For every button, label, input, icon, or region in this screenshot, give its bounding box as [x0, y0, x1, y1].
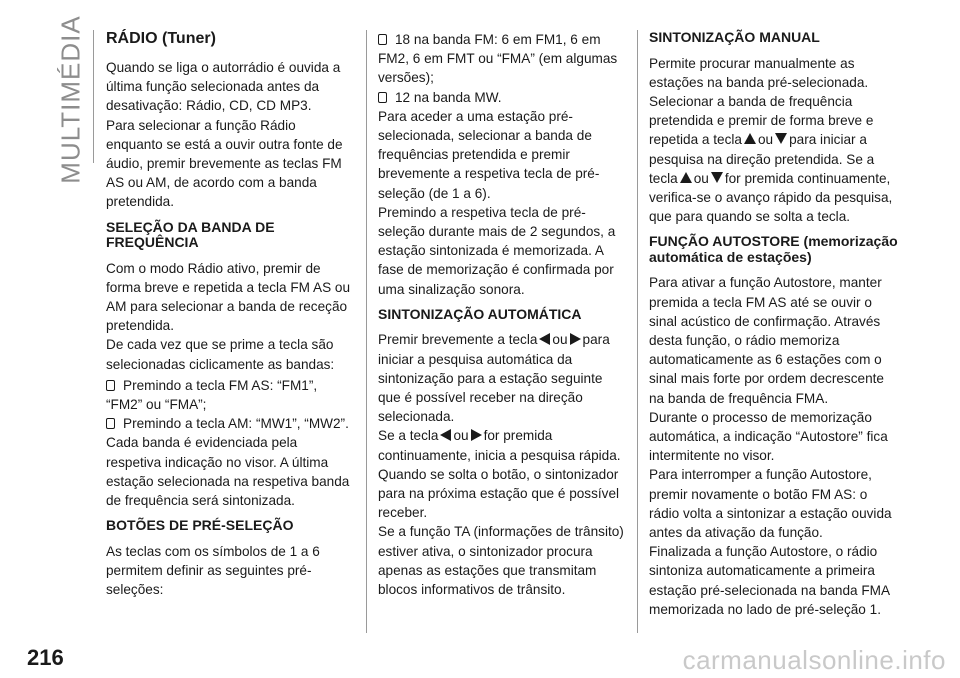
paragraph: [106, 58, 356, 212]
checkbox-bullet-icon: [106, 418, 115, 429]
checkbox-bullet-icon: [378, 92, 387, 103]
paragraph: [106, 433, 356, 510]
section-title-radio: RÁDIO (Tuner): [106, 30, 216, 47]
bullet-item: [106, 414, 356, 433]
arrow-up-icon: [680, 172, 692, 183]
paragraph: [649, 273, 899, 619]
bullet-text: 18 na banda FM: 6 em FM1, 6 em FM2, 6 em FMT ou “FMA” (em algumas versões);: [378, 32, 618, 86]
page-number: 216: [27, 645, 64, 670]
text: para iniciar a pesquisa automática da sintonização para a estação seguinte que é possível receber na direção selecionada.: [378, 332, 610, 425]
column-3: [649, 30, 899, 627]
checkbox-bullet-icon: [106, 380, 115, 391]
arrow-down-icon: [775, 133, 787, 144]
text: ou: [552, 332, 568, 348]
text: para iniciar a pesquisa na direção pretendida. Se a tecla: [649, 132, 875, 186]
text: Cada banda é evidenciada pela respetiva indicação no visor. A última estação selecionada na respetiva banda de frequência será sintonizada.: [106, 435, 350, 509]
paragraph: [378, 330, 628, 599]
text: ou: [453, 428, 469, 444]
text: Premindo a respetiva tecla de pré-seleção durante mais de 2 segundos, a estação sintonizada é memorizada. A fase de memorização é confirmada por uma sinalização sonora.: [378, 204, 616, 297]
text: Permite procurar manualmente as estações na banda pré-selecionada. Selecionar a banda de frequência pretendida e premir de forma breve e repetida a tecla: [649, 55, 874, 148]
text: for premida continuamente, verifica-se o avanço rápido da pesquisa, que para quando se solta a tecla.: [649, 170, 893, 225]
arrow-left-icon: [440, 429, 451, 441]
section-tab: [52, 14, 90, 184]
heading-autostore: FUNÇÃO AUTOSTORE (memorização automática de estações): [649, 233, 898, 265]
text: for premida continuamente, inicia a pesquisa rápida. Quando se solta o botão, o sintonizador para na próxima estação que é possível receber.: [378, 428, 621, 521]
text: Para ativar a função Autostore, manter premida a tecla FM AS até se ouvir o sinal acústico de confirmação. Através desta função, o rádio memoriza automaticamente as 6 estações com o sinal mais forte por ordem decrescente na banda de frequência FMA.: [649, 275, 884, 406]
paragraph: [649, 54, 899, 227]
checkbox-bullet-icon: [378, 34, 387, 45]
text: Para selecionar a função Rádio enquanto se está a ouvir outra fonte de áudio, premir brevemente as teclas FM AS ou AM, de acordo com a banda pretendida.: [106, 117, 343, 210]
bullet-text: Premindo a tecla FM AS: “FM1”, “FM2” ou “FMA”;: [106, 377, 318, 413]
column-divider-right: [637, 30, 638, 633]
section-tab-label: MULTIMÉDIA: [55, 14, 86, 184]
arrow-right-icon: [471, 429, 482, 441]
text: Se a tecla: [378, 428, 439, 444]
paragraph: [378, 107, 628, 299]
bullet-item: [378, 88, 628, 107]
text: Para interromper a função Autostore, premir novamente o botão FM AS: o rádio volta a sintonizar a estação ouvida antes da ativação da função.: [649, 467, 892, 540]
bullet-item: [378, 30, 628, 88]
arrow-down-icon: [711, 172, 723, 183]
text: Durante o processo de memorização automática, a indicação “Autostore” fica intermitente no visor.: [649, 409, 888, 464]
column-1: [106, 30, 356, 607]
column-divider-middle: [366, 30, 367, 633]
text: Para aceder a uma estação pré-selecionada, selecionar a banda de frequências pretendida e premir brevemente a respetiva tecla de pré-seleção (de 1 a 6).: [378, 108, 600, 201]
heading-band-selection: SELEÇÃO DA BANDA DE FREQUÊNCIA: [106, 218, 275, 251]
arrow-right-icon: [570, 333, 581, 345]
heading-auto-tuning: SINTONIZAÇÃO AUTOMÁTICA: [378, 305, 582, 322]
heading-manual-tuning: SINTONIZAÇÃO MANUAL: [649, 29, 820, 45]
text: De cada vez que se prime a tecla são selecionadas ciclicamente as bandas:: [106, 337, 335, 372]
text: ou: [757, 132, 774, 148]
bullet-item: [106, 376, 356, 414]
column-2: [378, 30, 628, 607]
text: Premir brevemente a tecla: [378, 332, 538, 348]
text: Se a função TA (informações de trânsito) estiver ativa, o sintonizador procura apenas as estações que transmitam blocos informativos de trânsito.: [378, 524, 624, 597]
text: Com o modo Rádio ativo, premir de forma breve e repetida a tecla FM AS ou AM para selecionar a banda de receção pretendida.: [106, 260, 351, 334]
text: Quando se liga o autorrádio é ouvida a última função selecionada antes da desativação: Rádio, CD, CD MP3.: [106, 60, 341, 114]
text: Finalizada a função Autostore, o rádio sintoniza automaticamente a primeira estação pré-selecionada na banda FMA memorizada no lado de pré-seleção 1.: [649, 544, 890, 617]
bullet-text: 12 na banda MW.: [395, 89, 502, 105]
column-divider-left: [93, 30, 94, 163]
paragraph: As teclas com os símbolos de 1 a 6 permitem definir as seguintes pré-seleções:: [106, 543, 320, 598]
arrow-left-icon: [539, 333, 550, 345]
bullet-text: Premindo a tecla AM: “MW1”, “MW2”.: [123, 416, 349, 432]
heading-preset-buttons: BOTÕES DE PRÉ-SELEÇÃO: [106, 517, 294, 534]
paragraph: [106, 259, 356, 374]
watermark: carmanualsonline.info: [682, 645, 946, 675]
text: ou: [693, 170, 709, 186]
arrow-up-icon: [744, 133, 756, 144]
